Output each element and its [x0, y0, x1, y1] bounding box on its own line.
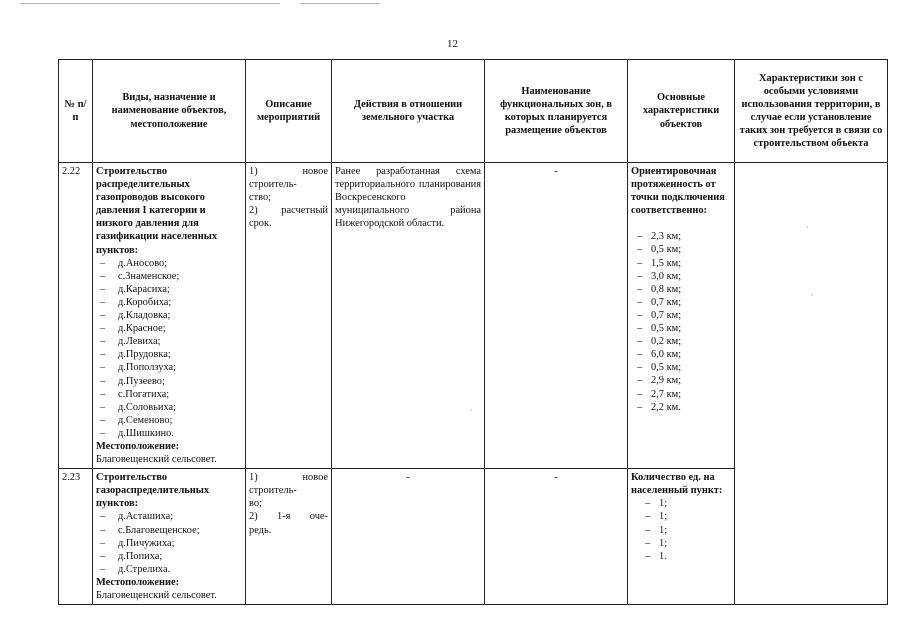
list-item: – д.Левиха;	[96, 335, 242, 348]
measure-cell	[246, 469, 332, 605]
header-kind: Виды, назначение и наименование объектов, местоположение	[93, 60, 246, 163]
scan-speck: ·	[810, 290, 813, 300]
list-item: – д.Семеново;	[96, 414, 242, 427]
list-item: – 1;	[639, 497, 731, 510]
length-list	[631, 230, 731, 413]
list-item: – д.Кладовка;	[96, 309, 242, 322]
list-item: – д.Попиха;	[96, 550, 242, 563]
header-special-zones: Характеристики зон с особыми условиями использования территории, в случае если установление таких зон требуется в связи со строительством объекта	[735, 60, 888, 163]
list-item: – 1;	[639, 510, 731, 523]
list-item: – 2,2 км.	[631, 401, 731, 414]
actions-cell	[332, 163, 485, 469]
measure-line: ство;	[249, 192, 272, 204]
list-item: – с.Погатиха;	[96, 388, 242, 401]
list-item: – 0,5 км;	[631, 243, 731, 256]
header-measure: Описание мероприятий	[246, 60, 332, 163]
header-num: № п/п	[59, 60, 93, 163]
list-item: – с.Знаменское;	[96, 270, 242, 283]
list-item: – д.Шишкино.	[96, 427, 242, 440]
actions-text: Ранее разработанная схема территориального планирования Воскресенского муниципального района Нижегородской области.	[335, 166, 481, 230]
characteristics-title: Ориентировочная протяженность от точки подключения соответственно:	[631, 166, 725, 217]
count-list	[631, 497, 731, 562]
list-item: – 2,3 км;	[631, 230, 731, 243]
characteristics-title: Количество ед. на населенный пункт:	[631, 472, 723, 497]
list-item: – 1;	[639, 537, 731, 550]
measure-line: 2) 1-я оче-	[249, 511, 328, 523]
list-item: – д.Стрелиха.	[96, 563, 242, 576]
table-row	[59, 163, 888, 469]
measure-line: 1) новое строитель-	[249, 472, 328, 497]
header-zones: Наименование функциональных зон, в которых планируется размещение объектов	[485, 60, 628, 163]
list-item: – 2,9 км;	[631, 374, 731, 387]
location-label: Местоположение:	[96, 576, 180, 588]
measure-cell	[246, 163, 332, 469]
list-item: – 0,5 км;	[631, 322, 731, 335]
list-item: – д.Пичужиха;	[96, 537, 242, 550]
row-num: 2.22	[59, 163, 93, 469]
object-title: Строительство распределительных газопроводов высокого давления I категории и низкого давления для газификации населенных пунктов:	[96, 166, 218, 256]
zones-cell: -	[485, 163, 628, 469]
list-item: – 3,0 км;	[631, 270, 731, 283]
scan-edge-line	[20, 3, 280, 4]
list-item: – 0,7 км;	[631, 296, 731, 309]
characteristics-cell	[628, 163, 735, 469]
list-item: – 0,5 км;	[631, 361, 731, 374]
zones-cell: -	[485, 469, 628, 605]
list-item: – 0,7 км;	[631, 309, 731, 322]
header-actions: Действия в отношении земельного участка	[332, 60, 485, 163]
list-item: – д.Пузеево;	[96, 375, 242, 388]
list-item: – с.Благовещенское;	[96, 524, 242, 537]
measure-line: 2) расчетный	[249, 205, 328, 217]
list-item: – 6,0 км;	[631, 348, 731, 361]
scan-speck: ·	[470, 405, 473, 415]
actions-cell: -	[332, 469, 485, 605]
list-item: – 0,8 км;	[631, 283, 731, 296]
object-cell	[93, 163, 246, 469]
list-item: – 2,7 км;	[631, 388, 731, 401]
list-item: – 1,5 км;	[631, 257, 731, 270]
measure-line: 1) новое строитель-	[249, 166, 328, 191]
object-cell	[93, 469, 246, 605]
list-item: – д.Прудовка;	[96, 348, 242, 361]
settlement-list	[96, 257, 242, 440]
header-characteristics: Основные характеристики объектов	[628, 60, 735, 163]
list-item: – д.Коробиха;	[96, 296, 242, 309]
characteristics-cell	[628, 469, 735, 605]
planning-table	[58, 59, 888, 605]
list-item: – д.Соловьиха;	[96, 401, 242, 414]
scan-edge-line	[300, 3, 380, 4]
row-num: 2.23	[59, 469, 93, 605]
location-value: Благовещенский сельсовет.	[96, 590, 217, 601]
list-item: – д.Поползуха;	[96, 361, 242, 374]
settlement-list	[96, 510, 242, 575]
measure-line: редь.	[249, 524, 272, 536]
location-label: Местоположение:	[96, 440, 180, 452]
list-item: – 0,2 км;	[631, 335, 731, 348]
table-header-row	[59, 60, 888, 163]
measure-line: во;	[249, 498, 262, 510]
location-value: Благовещенский сельсовет.	[96, 454, 217, 466]
object-title: Строительство газораспределительных пунктов:	[96, 472, 210, 510]
list-item: – д.Асташиха;	[96, 510, 242, 523]
list-item: – д.Карасиха;	[96, 283, 242, 296]
scan-speck: ·	[806, 222, 809, 232]
list-item: – д.Красное;	[96, 322, 242, 335]
list-item: – д.Аносово;	[96, 257, 242, 270]
measure-line: срок.	[249, 218, 272, 230]
page-number: 12	[447, 38, 458, 50]
list-item: – 1;	[639, 524, 731, 537]
special-zones-cell	[735, 163, 888, 605]
list-item: – 1.	[639, 550, 731, 563]
